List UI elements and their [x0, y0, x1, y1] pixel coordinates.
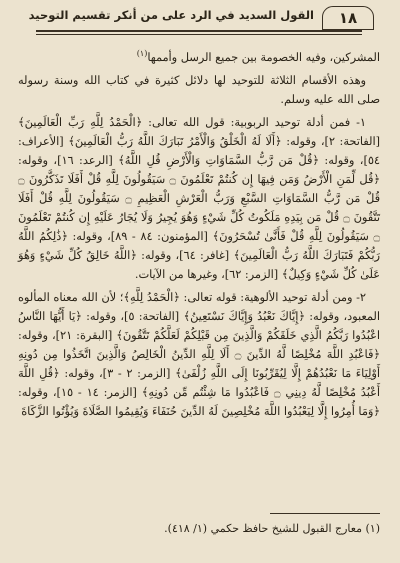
paragraph-uluhiyyah: ٢- ومن أدلة توحيد الألوهية: قوله تعالى: ﴿الْحَمْدُ لِلَّهِ﴾؛ لأن الله معناه المألوه المعبود، وقوله: ﴿إِيَّاكَ نَعْبُدُ وَإِيَّاكَ نَسْتَعِينُ﴾ [الفاتحة: ٥]، وقوله: ﴿يَا أَيُّهَا النَّاسُ اعْبُدُوا رَبَّكُمُ الَّذِي خَلَقَكُمْ وَالَّذِينَ مِن قَبْلِكُمْ لَعَلَّكُمْ تَتَّقُونَ﴾ [البقرة: ٢١]، وقوله: ﴿فَاعْبُدِ اللَّهَ مُخْلِصًا لَّهُ الدِّينَ ۝ أَلَا لِلَّهِ الدِّينُ الْخَالِصُ وَالَّذِينَ اتَّخَذُوا مِن دُونِهِ أَوْلِيَاءَ مَا نَعْبُدُهُمْ إِلَّا لِيُقَرِّبُونَا إِلَى اللَّهِ زُلْفَىٰ﴾ [الزمر: ٢ - ٣]، وقوله: ﴿قُلِ اللَّهَ أَعْبُدُ مُخْلِصًا لَّهُ دِينِي ۝ فَاعْبُدُوا مَا شِئْتُم مِّن دُونِهِ﴾ [الزمر: ١٤ - ١٥]، وقوله: ﴿وَمَا أُمِرُوا إِلَّا لِيَعْبُدُوا اللَّهَ مُخْلِصِينَ لَهُ الدِّينَ حُنَفَاءَ وَيُقِيمُوا الصَّلَاةَ وَيُؤْتُوا الزَّكَاةَ	[18, 290, 381, 418]
page-number: ١٨	[322, 6, 374, 30]
footnote-ref: (١)	[136, 49, 148, 58]
footnote-divider	[270, 513, 380, 514]
running-title: القول السديد في الرد على من أنكر تقسيم التوحيد	[28, 8, 314, 22]
paragraph-rububiyyah: ١- فمن أدلة توحيد الربوبية: قول الله تعالى: ﴿الْحَمْدُ لِلَّهِ رَبِّ الْعَالَمِينَ﴾ [الفاتحة: ٢]، وقوله: ﴿أَلَا لَهُ الْخَلْقُ وَالْأَمْرُ تَبَارَكَ اللَّهُ رَبُّ الْعَالَمِينَ﴾ [الأعراف: ٥٤]، وقوله: ﴿قُلْ مَن رَّبُّ السَّمَاوَاتِ وَالْأَرْضِ قُلِ اللَّهُ﴾ [الرعد: ١٦]، وقوله: ﴿قُل لِّمَنِ الْأَرْضُ وَمَن فِيهَا إِن كُنتُمْ تَعْلَمُونَ ۝ سَيَقُولُونَ لِلَّهِ قُلْ أَفَلَا تَذَكَّرُونَ ۝ قُلْ مَن رَّبُّ السَّمَاوَاتِ السَّبْعِ وَرَبُّ الْعَرْشِ الْعَظِيمِ ۝ سَيَقُولُونَ لِلَّهِ قُلْ أَفَلَا تَتَّقُونَ ۝ قُلْ مَن بِيَدِهِ مَلَكُوتُ كُلِّ شَيْءٍ وَهُوَ يُجِيرُ وَلَا يُجَارُ عَلَيْهِ إِن كُنتُمْ تَعْلَمُونَ ۝ سَيَقُولُونَ لِلَّهِ قُلْ فَأَنَّىٰ تُسْحَرُونَ﴾ [المؤمنون: ٨٤ - ٨٩]، وقوله: ﴿ذَٰلِكُمُ اللَّهُ رَبُّكُمْ فَتَبَارَكَ اللَّهُ رَبُّ الْعَالَمِينَ﴾ [غافر: ٦٤]، وقوله: ﴿اللَّهُ خَالِقُ كُلِّ شَيْءٍ وَهُوَ عَلَىٰ كُلِّ شَيْءٍ وَكِيلٌ﴾ [الزمر: ٦٢]، وغيرها من الآيات.	[18, 115, 380, 281]
header-rule	[36, 30, 362, 32]
footnote: (١) معارج القبول للشيخ حافظ حكمي (١/ ٤١٨).	[164, 522, 380, 535]
paragraph-2: وهذه الأقسام الثلاثة للتوحيد لها دلائل كثيرة في كتاب الله وسنة رسوله صلى الله عليه وسلم.	[18, 73, 380, 106]
page-body	[18, 44, 380, 421]
paragraph-1-text: المشركين، وفيه الخصومة بين جميع الرسل وأممها	[147, 50, 380, 64]
page-header	[18, 0, 380, 44]
paragraph-1	[18, 44, 380, 67]
